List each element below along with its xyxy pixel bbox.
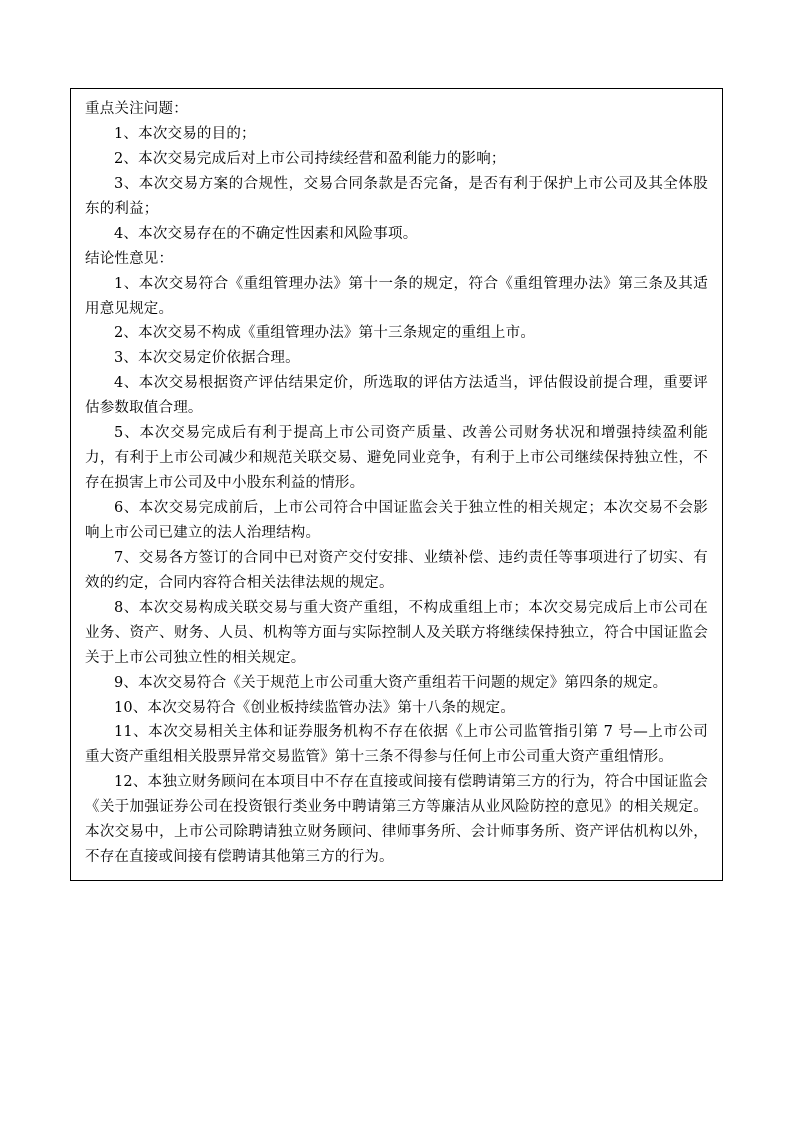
bordered-content-box (70, 88, 723, 881)
paragraph-focus-1: 1、本次交易的目的； (114, 125, 256, 142)
paragraph-conclusion-3: 3、本次交易定价依据合理。 (114, 350, 300, 367)
paragraph-focus-2: 2、本次交易完成后对上市公司持续经营和盈利能力的影响； (114, 150, 506, 167)
paragraph-conclusion-1: 1、本次交易符合《重组管理办法》第十一条的规定，符合《重组管理办法》第三条及其适用意见规定。 (85, 275, 708, 317)
paragraph-conclusion-6: 6、本次交易完成前后，上市公司符合中国证监会关于独立性的相关规定；本次交易不会影响上市公司已建立的法人治理结构。 (85, 500, 708, 541)
paragraph-focus-3: 3、本次交易方案的合规性，交易合同条款是否完备，是否有利于保护上市公司及其全体股东的利益； (85, 175, 708, 217)
document-body (85, 97, 708, 870)
paragraph-conclusion-11: 11、本次交易相关主体和证券服务机构不存在依据《上市公司监管指引第 7 号—上市公司重大资产重组相关股票异常交易监管》第十三条不得参与任何上市公司重大资产重组情形。 (85, 724, 708, 766)
paragraph-conclusion-4: 4、本次交易根据资产评估结果定价，所选取的评估方法适当，评估假设前提合理，重要评估参数取值合理。 (85, 375, 708, 417)
paragraph-conclusion-8: 8、本次交易构成关联交易与重大资产重组，不构成重组上市；本次交易完成后上市公司在业务、资产、财务、人员、机构等方面与实际控制人及关联方将继续保持独立，符合中国证监会关于上市公司独立性的相关规定。 (85, 599, 708, 666)
paragraph-conclusion-9: 9、本次交易符合《关于规范上市公司重大资产重组若干问题的规定》第四条的规定。 (114, 674, 668, 691)
paragraph-heading-conclusions: 结论性意见： (85, 250, 174, 267)
paragraph-conclusion-10: 10、本次交易符合《创业板持续监管办法》第十八条的规定。 (114, 699, 516, 716)
paragraph-conclusion-12: 12、本独立财务顾问在本项目中不存在直接或间接有偿聘请第三方的行为，符合中国证监会《关于加强证券公司在投资银行类业务中聘请第三方等廉洁从业风险防控的意见》的相关规定。本次交易中，上市公司除聘请独立财务顾问、律师事务所、会计师事务所、资产评估机构以外，不存在直接或间接有偿聘请其他第三方的行为。 (85, 774, 708, 866)
paragraph-focus-4: 4、本次交易存在的不确定性因素和风险事项。 (114, 225, 418, 242)
paragraph-conclusion-5: 5、本次交易完成后有利于提高上市公司资产质量、改善公司财务状况和增强持续盈利能力，有利于上市公司减少和规范关联交易、避免同业竞争，有利于上市公司继续保持独立性，不存在损害上市公司及中小股东利益的情形。 (85, 425, 708, 492)
paragraph-conclusion-7: 7、交易各方签订的合同中已对资产交付安排、业绩补偿、违约责任等事项进行了切实、有效的约定，合同内容符合相关法律法规的规定。 (85, 549, 708, 591)
paragraph-heading-focus-issues: 重点关注问题： (85, 101, 188, 117)
paragraph-conclusion-2: 2、本次交易不构成《重组管理办法》第十三条规定的重组上市。 (114, 325, 536, 342)
